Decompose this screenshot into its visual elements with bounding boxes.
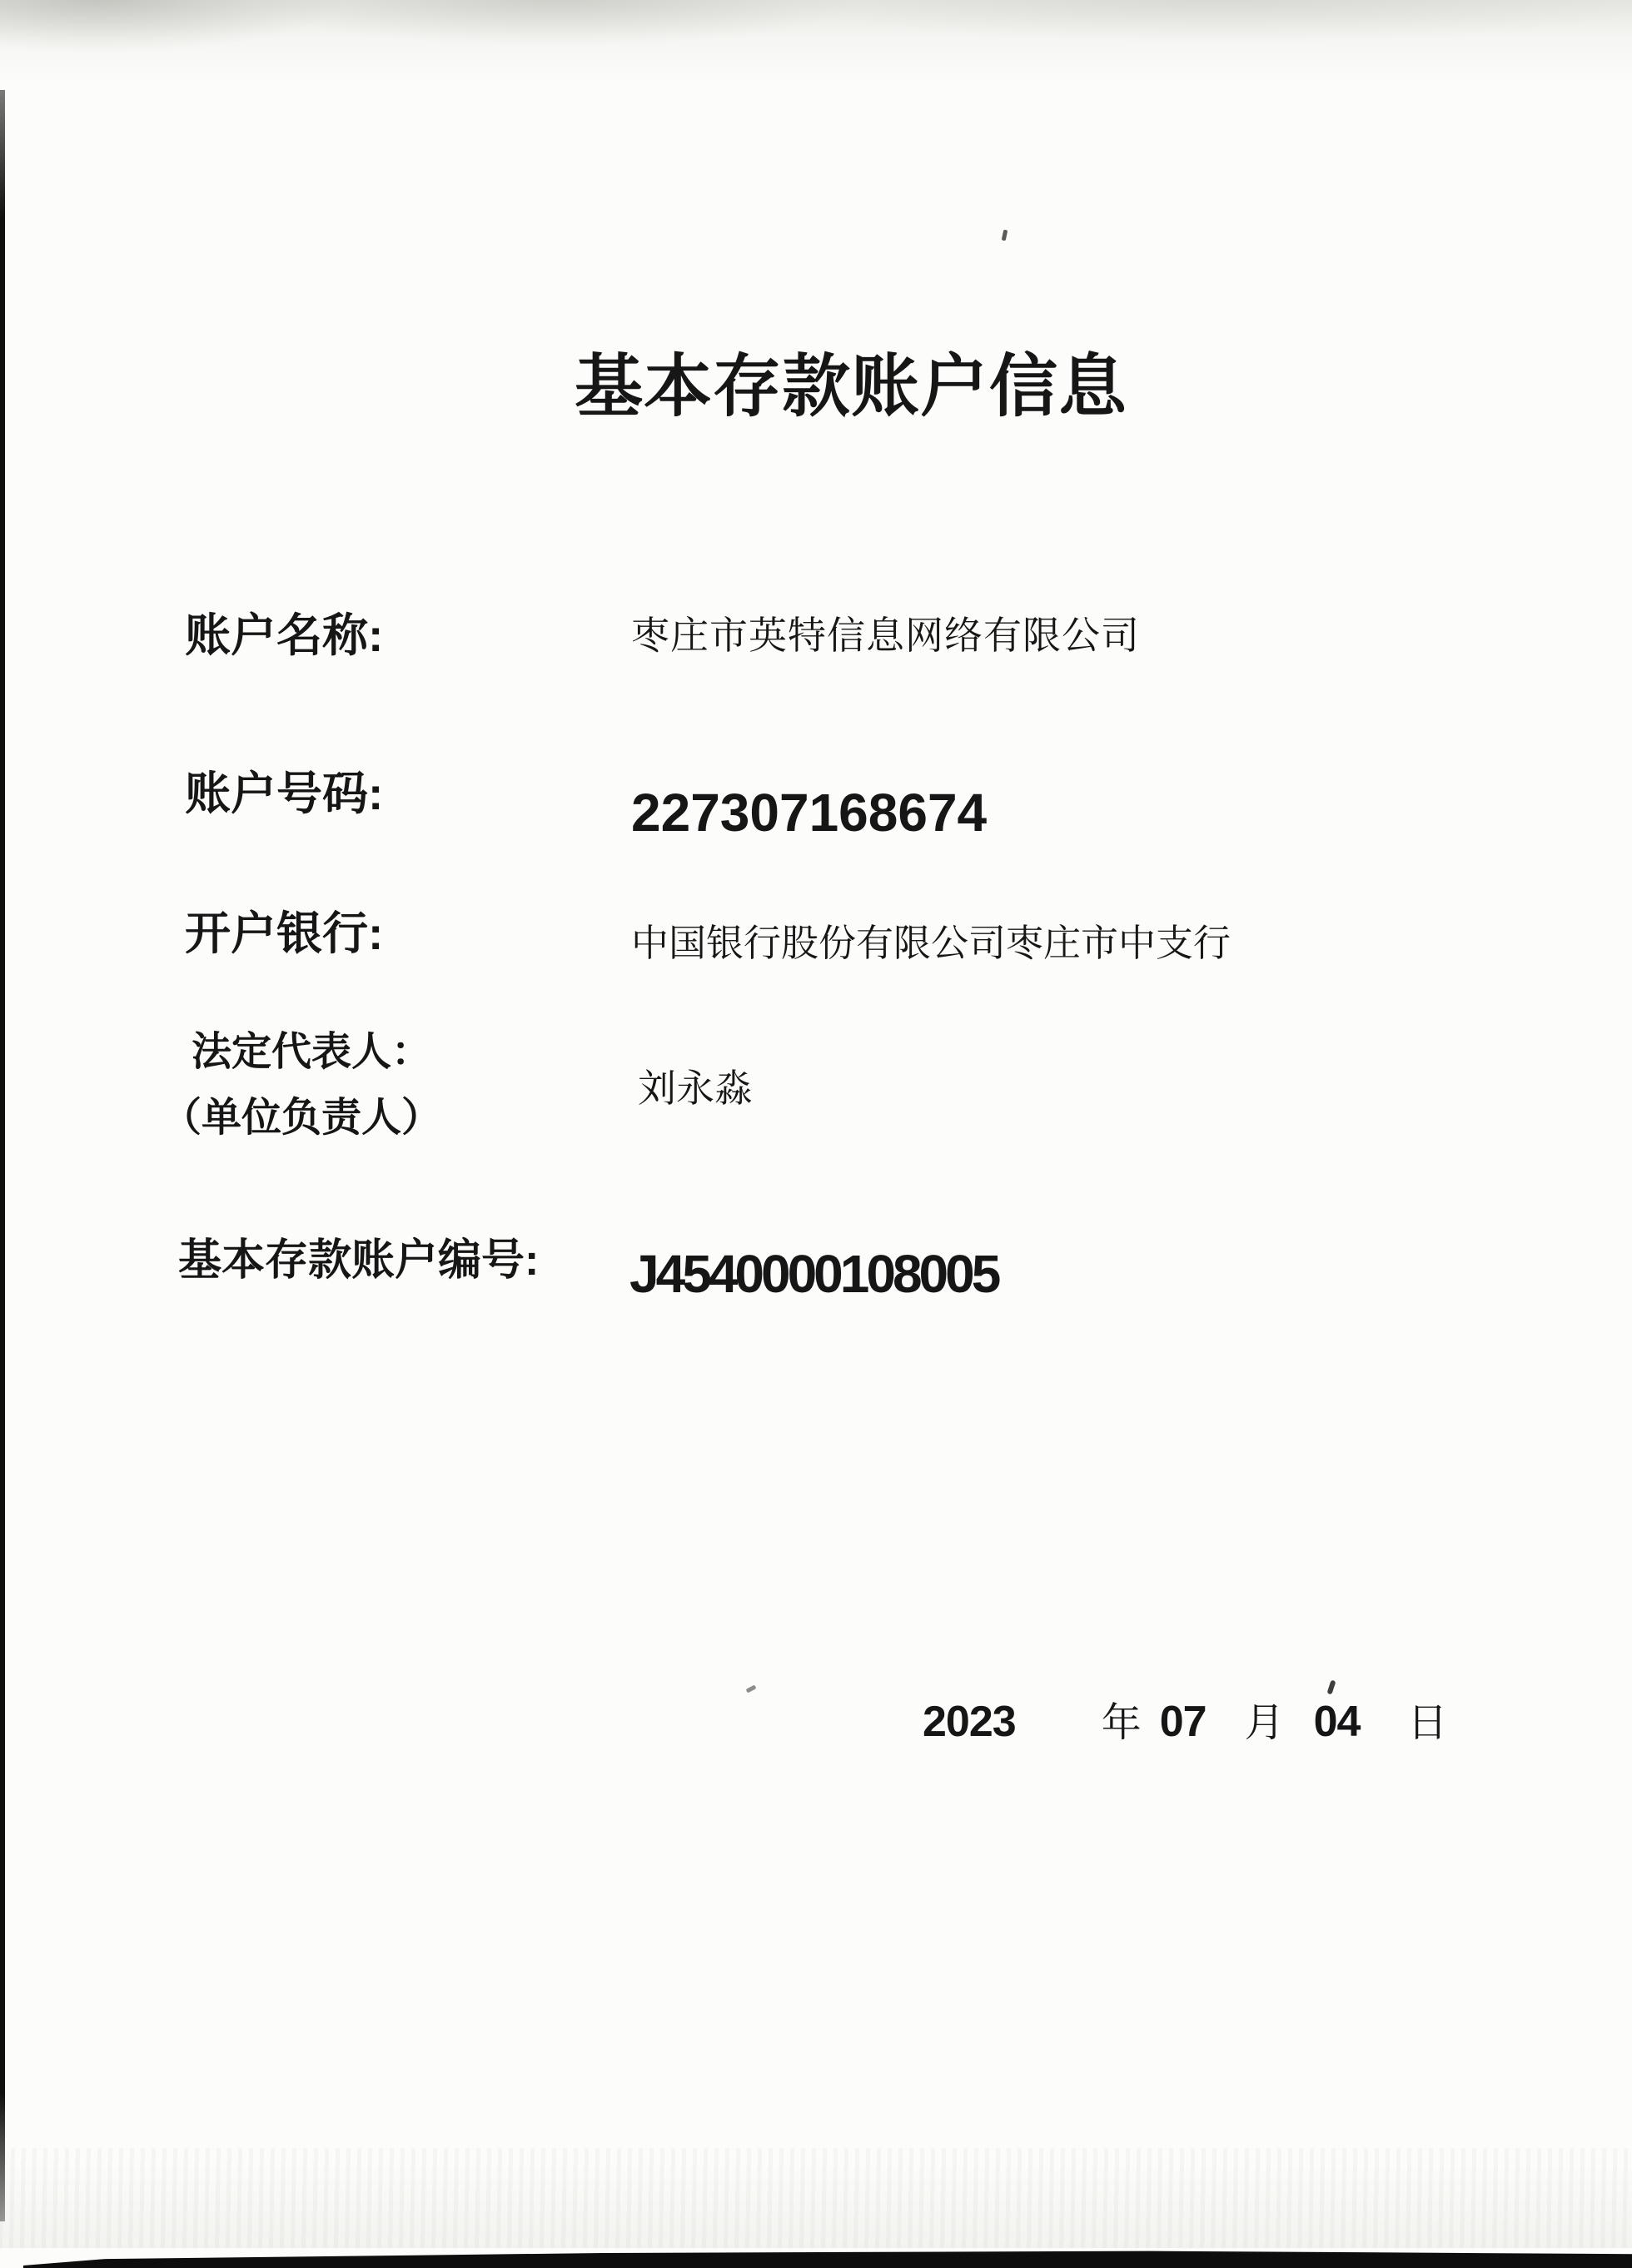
- date-year-unit: 年: [1101, 1701, 1142, 1745]
- account-name-value: 枣庄市英特信息网络有限公司: [631, 614, 1140, 657]
- legal-representative-label-line1: 法定代表人：: [192, 1030, 432, 1074]
- date-month: 07: [1159, 1698, 1207, 1746]
- account-code-value: J4540000108005: [629, 1244, 998, 1304]
- account-code-label: 基本存款账户编号:: [178, 1236, 540, 1285]
- legal-representative-value: 刘永淼: [638, 1067, 753, 1110]
- ink-speck: [1002, 230, 1008, 241]
- ink-speck: [1327, 1679, 1336, 1694]
- bank-value: 中国银行股份有限公司枣庄市中支行: [631, 922, 1231, 964]
- scan-noise-top: [0, 0, 1632, 83]
- account-number-label: 账户号码:: [185, 768, 384, 819]
- date-day: 04: [1313, 1698, 1361, 1746]
- account-name-label: 账户名称:: [185, 609, 384, 661]
- legal-representative-label-line2: （单位负责人）: [162, 1096, 442, 1140]
- bank-label: 开户银行:: [185, 908, 384, 959]
- legal-representative-label: [162, 1019, 441, 1151]
- date-month-unit: 月: [1244, 1701, 1285, 1745]
- date-day-unit: 日: [1407, 1701, 1448, 1745]
- scan-edge-left: [0, 90, 5, 2221]
- ink-speck: [746, 1684, 757, 1693]
- page-title: 基本存款账户信息: [575, 349, 1128, 425]
- account-number-value: 227307168674: [631, 783, 988, 843]
- date-year: 2023: [923, 1698, 1016, 1746]
- scan-noise-bottom: [0, 2148, 1632, 2248]
- date-line: [923, 1698, 1448, 1746]
